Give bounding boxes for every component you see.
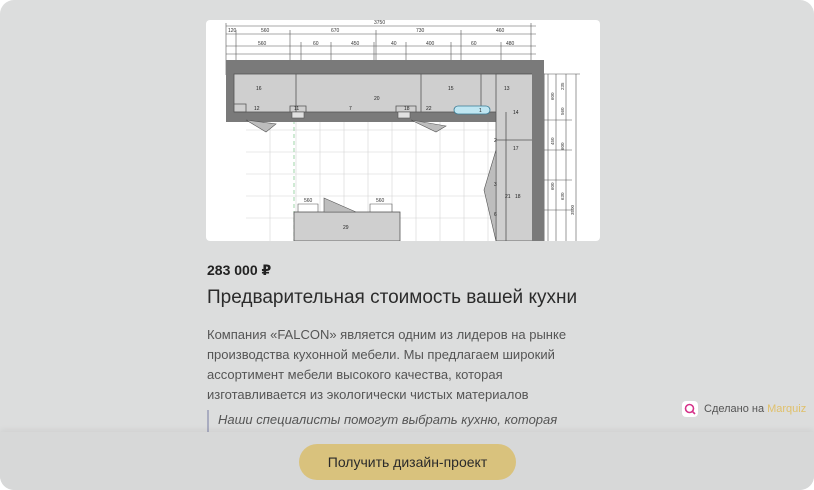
result-quote: Наши специалисты помогут выбрать кухню, которая xyxy=(207,410,587,450)
svg-text:21: 21 xyxy=(505,194,511,200)
svg-text:12: 12 xyxy=(254,106,260,112)
svg-text:670: 670 xyxy=(331,28,340,34)
made-with-marquiz-badge[interactable] xyxy=(682,398,806,420)
svg-text:40: 40 xyxy=(391,41,397,47)
svg-text:1: 1 xyxy=(479,108,482,114)
svg-text:3750: 3750 xyxy=(374,20,386,26)
svg-text:630: 630 xyxy=(560,192,565,200)
svg-text:17: 17 xyxy=(513,146,519,152)
svg-text:235: 235 xyxy=(560,82,565,90)
badge-brand: Marquiz xyxy=(767,403,807,415)
svg-text:29: 29 xyxy=(343,225,349,231)
svg-text:450: 450 xyxy=(550,137,555,145)
svg-text:120: 120 xyxy=(228,28,237,34)
svg-text:460: 460 xyxy=(496,28,505,34)
svg-text:7: 7 xyxy=(349,106,352,112)
svg-text:3: 3 xyxy=(494,182,497,188)
svg-text:60: 60 xyxy=(313,41,319,47)
marquiz-logo-icon xyxy=(682,401,698,417)
svg-text:60: 60 xyxy=(471,41,477,47)
svg-text:600: 600 xyxy=(560,142,565,150)
svg-text:560: 560 xyxy=(258,41,267,47)
svg-text:18: 18 xyxy=(404,106,410,112)
result-title: Предварительная стоимость вашей кухни xyxy=(207,287,578,308)
svg-text:600: 600 xyxy=(550,182,555,190)
svg-text:14: 14 xyxy=(513,110,519,116)
result-description: Компания «FALCON» является одним из лидеров на рынке производства кухонной мебели. Мы предлагаем широкий ассортимент мебели высокого качества, которая изготавливается из экологически чистых материалов xyxy=(207,327,567,402)
svg-text:600: 600 xyxy=(550,92,555,100)
price: 283 000 ₽ xyxy=(207,262,272,278)
svg-text:15: 15 xyxy=(448,86,454,92)
svg-text:22: 22 xyxy=(426,106,432,112)
svg-text:560: 560 xyxy=(560,107,565,115)
svg-text:16: 16 xyxy=(256,86,262,92)
svg-text:18: 18 xyxy=(515,194,521,200)
get-design-project-button[interactable]: Получить дизайн-проект xyxy=(299,444,516,480)
svg-text:2: 2 xyxy=(494,138,497,144)
badge-prefix: Сделано на xyxy=(704,403,765,415)
svg-text:730: 730 xyxy=(416,28,425,34)
svg-text:560: 560 xyxy=(376,198,385,204)
svg-text:13: 13 xyxy=(504,86,510,92)
kitchen-plan-image xyxy=(206,20,600,241)
svg-text:450: 450 xyxy=(351,41,360,47)
svg-text:400: 400 xyxy=(426,41,435,47)
svg-text:480: 480 xyxy=(506,41,515,47)
svg-text:6: 6 xyxy=(494,212,497,218)
svg-text:560: 560 xyxy=(304,198,313,204)
svg-text:11: 11 xyxy=(294,106,300,112)
svg-text:20: 20 xyxy=(374,96,380,102)
svg-text:3500: 3500 xyxy=(570,204,575,215)
svg-text:560: 560 xyxy=(261,28,270,34)
